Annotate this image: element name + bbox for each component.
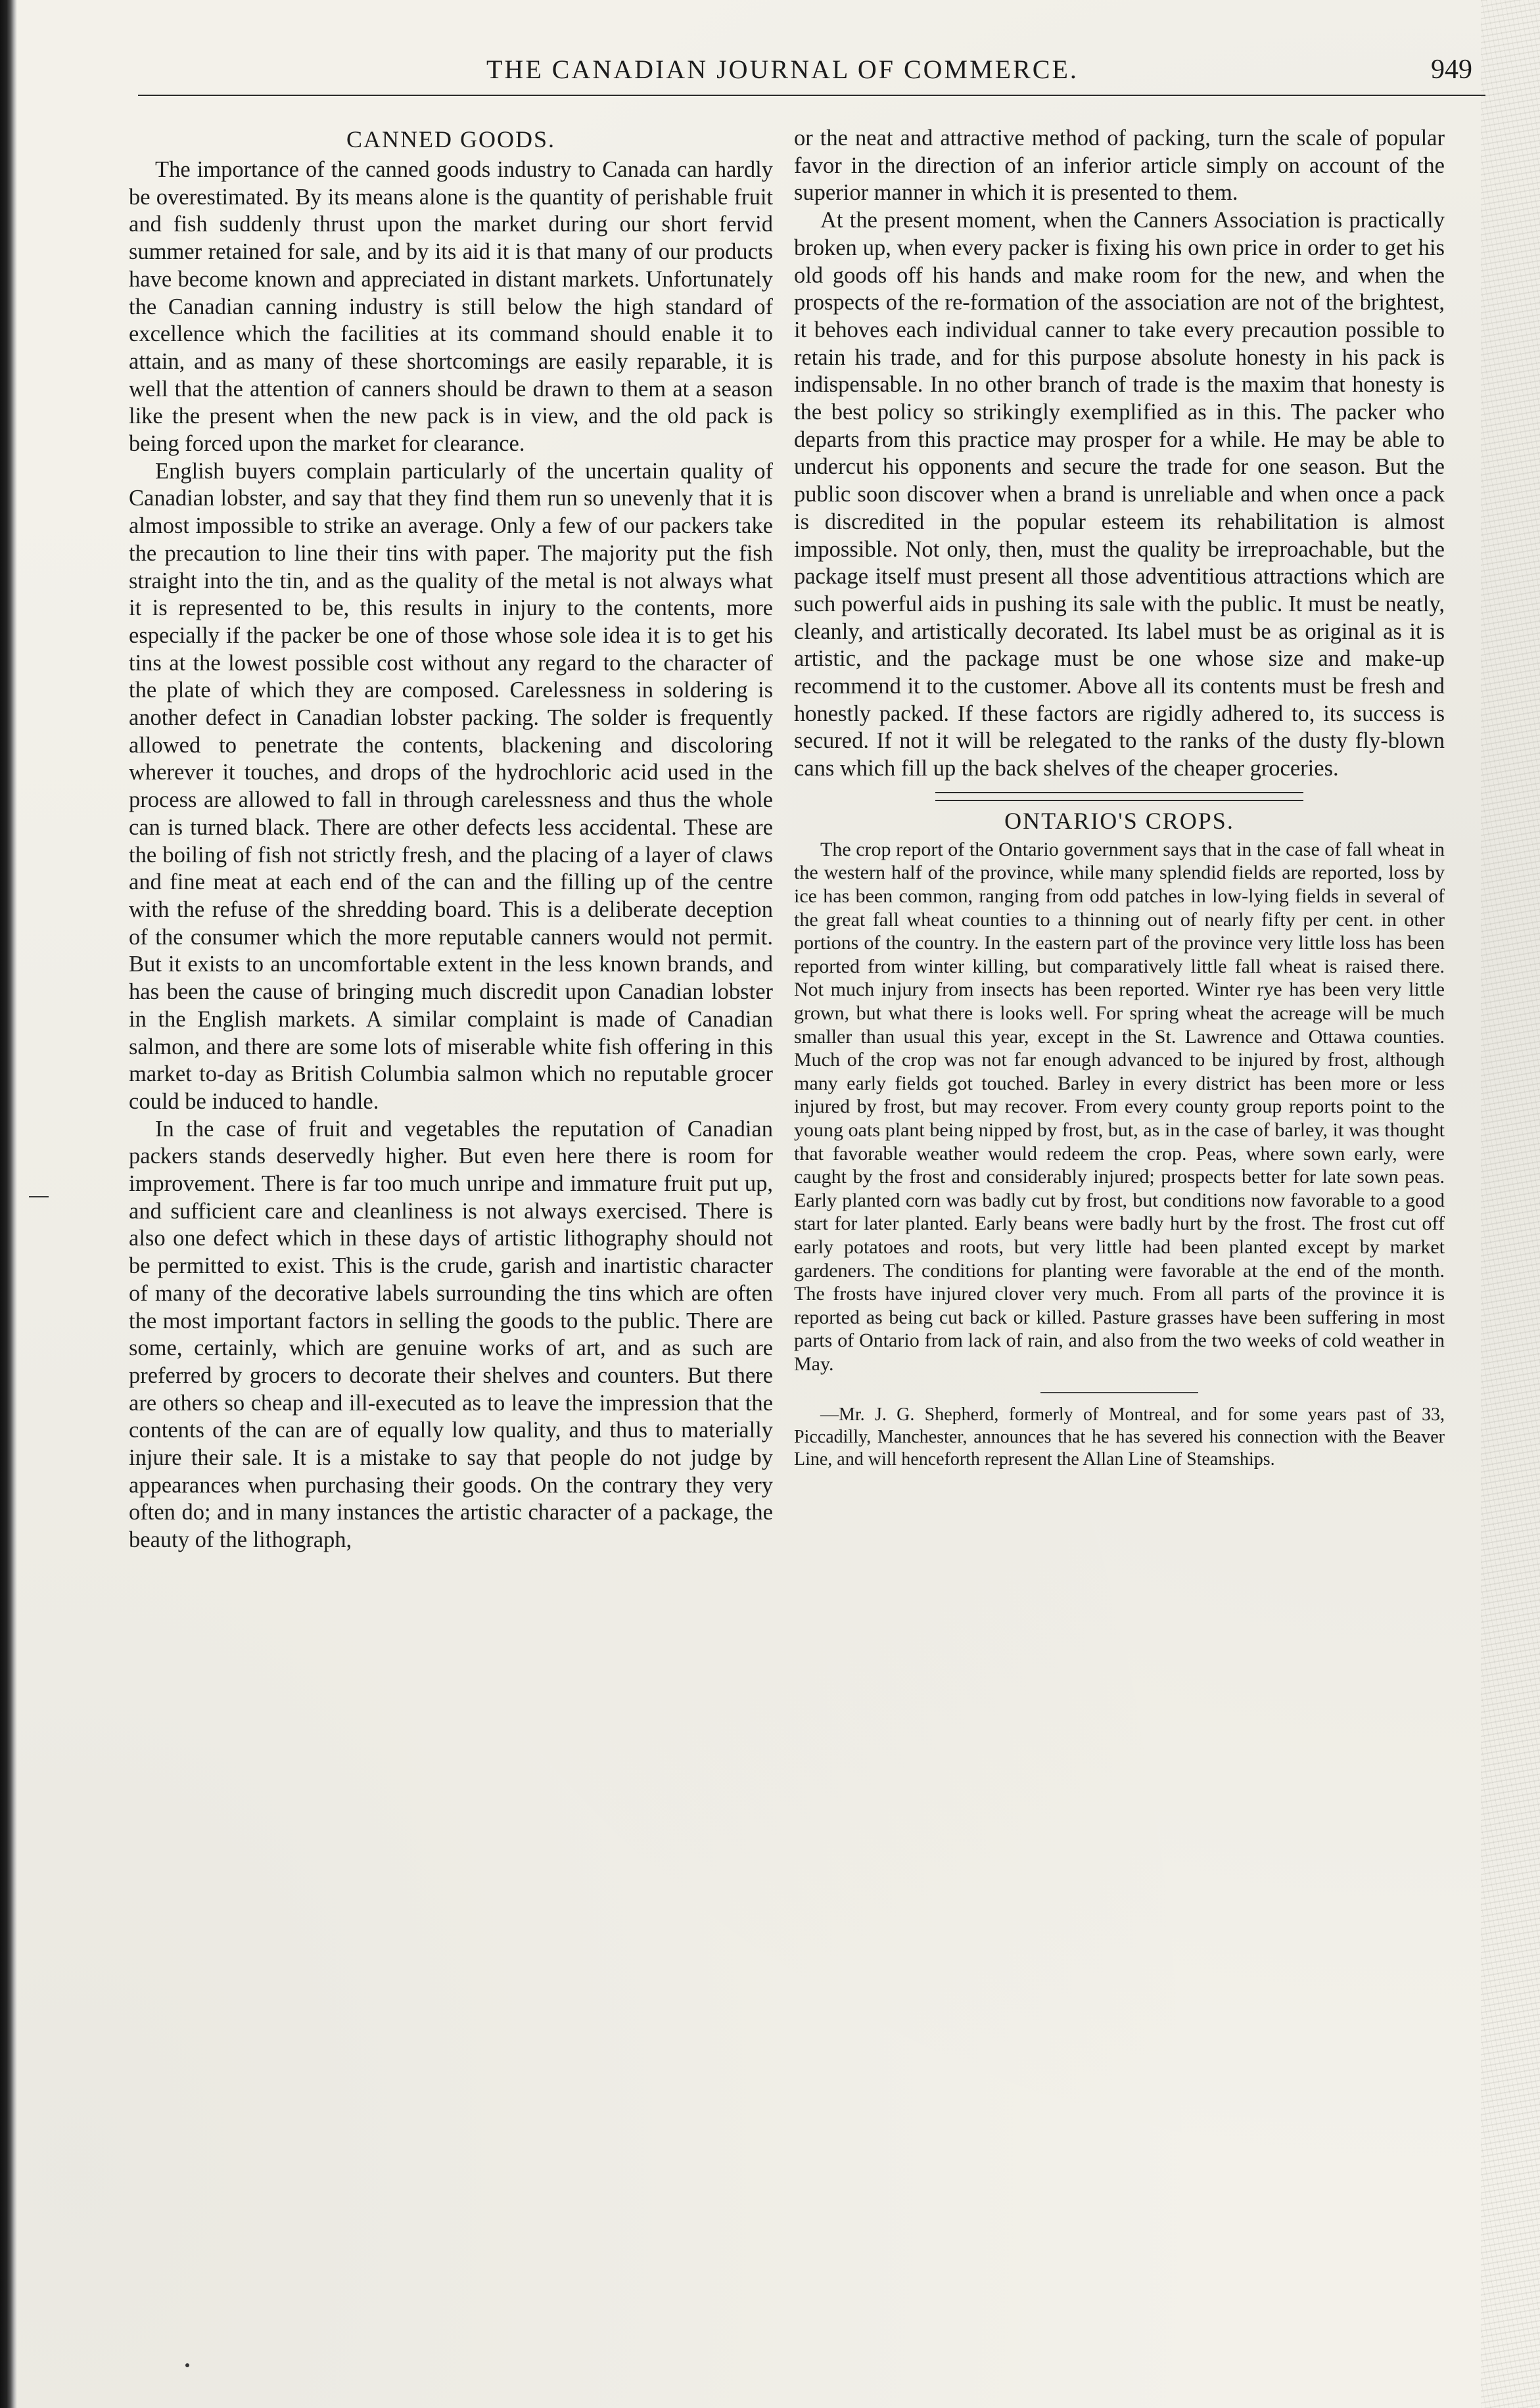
page-binding-edge [0,0,17,2408]
section-divider [935,792,1303,801]
ontario-crops-title: ONTARIO'S CROPS. [1004,807,1234,834]
personal-note: —Mr. J. G. Shepherd, formerly of Montreal, and for some years past of 33, Piccadilly, Manchester, announces that he has severed his connection with the Beaver Line, and will henceforth represent the Allan Line of Steamships. [794,1404,1445,1470]
canned-goods-title: CANNED GOODS. [346,126,555,152]
canned-goods-paragraph: The importance of the canned goods industry to Canada can hardly be overestimated. By its means alone is the quantity of perishable fruit and fish suddenly thrust upon the market during our short fervid summer retained for sale, and by its aid it is that many of our products have become known and appreciated in distant markets. Unfortunately the Canadian canning industry is still below the high standard of excellence which the facilities at its command should enable it to attain, and as many of these shortcomings are easily reparable, it is well that the attention of canners should be drawn to them at a season like the present when the new pack is in view, and the old pack is being forced upon the market for clearance. [129,157,773,457]
ontario-crops-paragraph: The crop report of the Ontario government says that in the case of fall wheat in the western half of the province, while many splendid fields are reported, loss by ice has been common, ranging from odd patches in low-lying fields in several of the great fall wheat counties to a thinning out of nearly fifty per cent. in other portions of the country. In the eastern part of the province very little loss has been reported from winter killing, but comparatively little fall wheat is raised there. Not much injury from insects has been reported. Winter rye has been very little grown, but what there is looks well. For spring wheat the acreage will be much smaller than usual this year, except in the St. Lawrence and Ottawa counties. Much of the crop was not far enough advanced to be injured by frost, although many early fields got touched. Barley in every district has been more or less injured by frost, but may recover. From every county group reports point to the young oats plant being nipped by frost, but, as in the case of barley, it was thought that favorable weather would redeem the crop. Peas, where sown early, were caught by the frost and considerably injured; prospects better for late sown peas. Early planted corn was badly cut by frost, but conditions now favorable to a good start for later planted. Early beans were badly hurt by the frost. The frost cut off early potatoes and roots, but very little had been planted except by market gardeners. The conditions for planting were favorable at the end of the month. The frosts have injured clover very much. From all parts of the province it is reported as being cut back or killed. Pasture grasses have been suffering in most parts of Ontario from lack of rain, and also from the two weeks of cold weather in May. [794,838,1445,1375]
canned-goods-paragraph: In the case of fruit and vegetables the reputation of Canadian packers stands deservedly higher. But even here there is room for improvement. There is far too much unripe and immature fruit put up, and sufficient care and cleanliness is not always exercised. There is also one defect which in these days of artistic lithography should not be permitted to exist. This is the crude, garish and inartistic character of many of the decorative labels surrounding the tins which are often the most important factors in selling the goods to the public. There are some, certainly, which are genuine works of art, and as such are preferred by grocers to decorate their shelves and counters. But there are others so cheap and ill-executed as to leave the impression that the contents of the can are of equally low quality, and thus to materially injure their sale. It is a mistake to say that people do not judge by appearances when purchasing their goods. On the contrary they very often do; and in many instances the artistic character of a package, the beauty of the lithograph, [129,1116,773,1553]
canned-goods-continuation: or the neat and attractive method of packing, turn the scale of popular favor in the direction of an inferior article simply on account of the superior manner in which it is presented to them. [794,126,1445,206]
page-number: 949 [1431,55,1472,85]
page-header [53,54,1499,93]
canned-goods-continuation: At the present moment, when the Canners Association is practically broken up, when every packer is fixing his own price in order to get his old goods off his hands and make room for the new, and when the prospects of the re-formation of the association are not of the brightest, it behoves each individual canner to take every precaution possible to retain his trade, and for this purpose absolute honesty in his pack is indispensable. In no other branch of trade is the maxim that honesty is the best policy so strikingly exemplified as in this. The packer who departs from this practice may prosper for a while. He may be able to undercut his opponents and secure the trade for one season. But the public soon discover when a brand is unreliable and when once a pack is discredited in the popular esteem its rehabilitation is almost impossible. Not only, then, must the quality be irreproachable, but the package itself must present all those adventitious attractions which are such powerful aids in pushing its sale with the public. It must be neatly, cleanly, and artistically decorated. Its label must be as original as it is artistic, and the package must be one whose size and make-up recommend it to the customer. Above all its contents must be fresh and honestly packed. If these factors are rigidly adhered to, its success is secured. If not it will be relegated to the ranks of the dusty fly-blown cans which fill up the back shelves of the cheaper groceries. [794,208,1445,781]
left-column [129,125,773,1554]
margin-mark [29,1196,49,1197]
header-rule [138,95,1485,96]
note-divider [1040,1392,1198,1393]
right-column [794,125,1445,1471]
page-edge-wear [1481,0,1540,2408]
canned-goods-paragraph: English buyers complain particularly of the uncertain quality of Canadian lobster, and say that they find them run so unevenly that it is almost impossible to strike an average. Only a few of our packers take the precaution to line their tins with paper. The majority put the fish straight into the tin, and as the quality of the metal is not always what it is represented to be, this results in injury to the contents, more especially if the packer be one of those whose sole idea it is to get his tins at the lowest possible cost without any regard to the character of the plate of which they are composed. Carelessness in soldering is another defect in Canadian lobster packing. The solder is frequently allowed to penetrate the contents, blackening and discoloring wherever it touches, and drops of the hydrochloric acid used in the process are allowed to fall in through carelessness and thus the whole can is turned black. There are other defects less accidental. These are the boiling of fish not strictly fresh, and the placing of a layer of claws and fine meat at each end of the can and the filling up of the centre with the refuse of the shredding board. This is a deliberate deception of the consumer which the more reputable canners would not permit. But it exists to an uncomfortable extent in the less known brands, and has been the cause of bringing much discredit upon Canadian lobster in the English markets. A similar complaint is made of Canadian salmon, and there are some lots of miserable white fish offering in this market to-day as British Columbia salmon which no reputable grocer could be induced to handle. [129,458,773,1114]
journal-title: THE CANADIAN JOURNAL OF COMMERCE. [486,55,1079,84]
ink-dot [185,2363,189,2367]
ontario-crops-article [794,838,1445,1376]
